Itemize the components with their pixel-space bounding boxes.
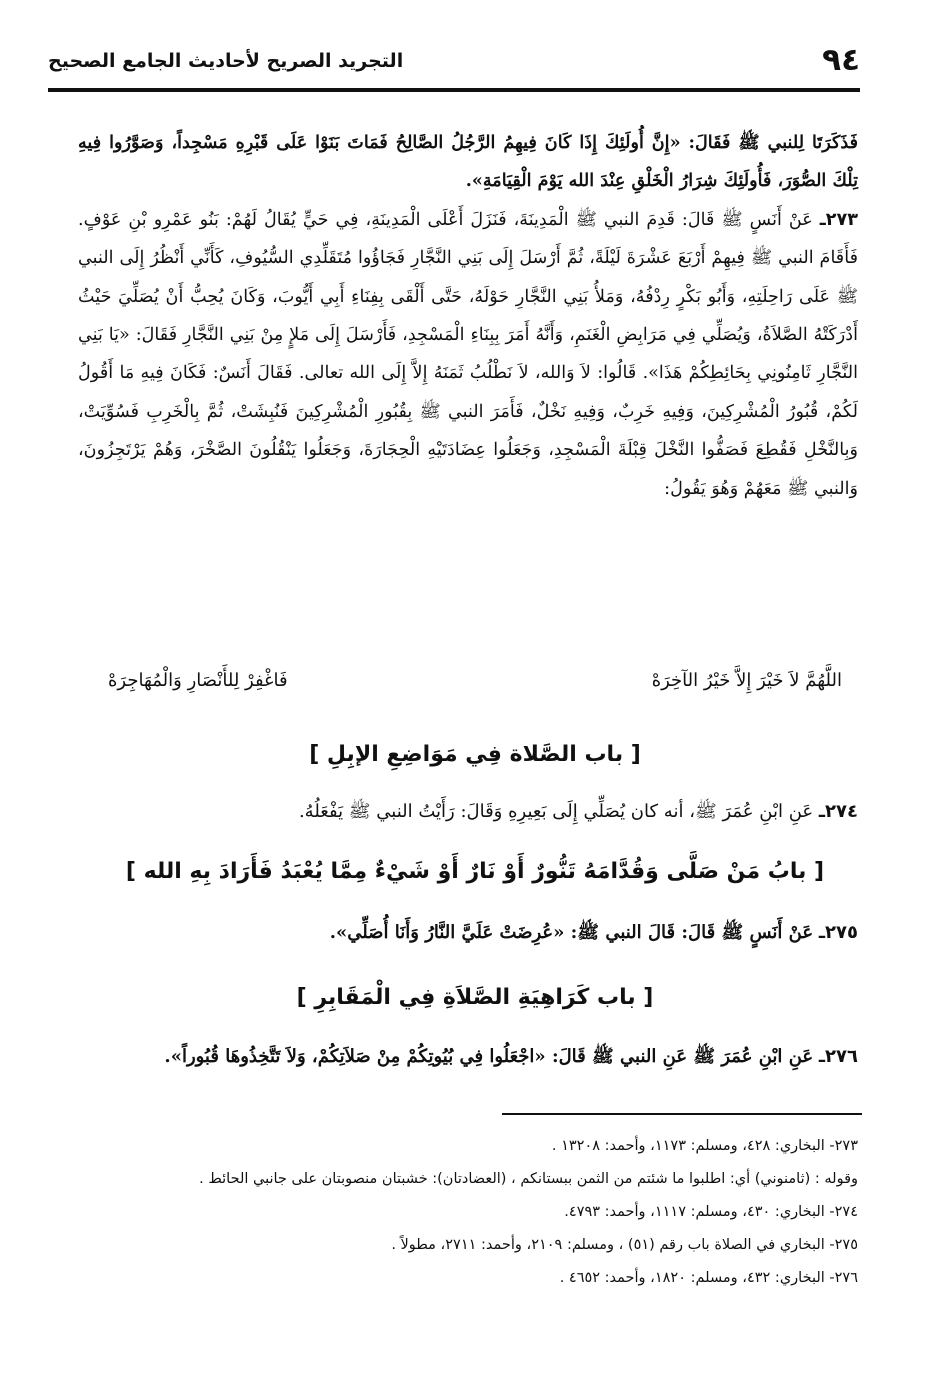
hadith-text: عَنْ أَنَسٍ ﷺ قَالَ: قَالَ النبي ﷺ: «عُرِضَتْ عَلَيَّ النَّارُ وَأَنَا أُصَلِّي». — [329, 922, 814, 943]
poem-verse — [108, 670, 842, 710]
page-header — [48, 40, 860, 86]
chapter-heading: [ بابُ مَنْ صَلَّى وَقُدَّامَهُ تَنُّورٌ أَوْ نَارٌ أَوْ شَيْءٌ مِمَّا يُعْبَدُ فَأَرَادَ بِهِ الله ] — [125, 859, 825, 884]
page-number: ٩٤ — [822, 42, 860, 78]
continuation-text — [78, 124, 858, 201]
chapter-heading: [ باب الصَّلاة فِي مَوَاضِعِ الإبِلِ ] — [309, 742, 641, 767]
footnote: ٢٧٦- البخاري: ٤٣٢، ومسلم: ١٨٢٠، وأحمد: ٤٦٥٢ . — [559, 1270, 858, 1286]
hadith-276 — [80, 1045, 858, 1071]
header-rule — [48, 88, 860, 92]
continuation-line-1: فَذَكَرَتَا لِلنبي ﷺ فَقَالَ: «إِنَّ أُولَئِكَ إِذَا كَانَ فِيهِمُ الرَّجُلُ الصَّالِحُ فَمَاتَ بَنَوْا عَلَى قَبْرِهِ مَسْجِداً، — [171, 132, 858, 153]
main-text — [78, 124, 858, 508]
running-title: التجريد الصريح لأحاديث الجامع الصحيح — [48, 50, 404, 72]
hadith-text: عَنْ أَنَسٍ ﷺ قَالَ: قَدِمَ النبي ﷺ الْمَدِينَةَ، فَنَزَلَ أَعْلَى الْمَدِينَةِ، فِي حَيٍّ يُقَالُ لَهُمْ: بَنُو عَمْرِو بْنِ عَوْفٍ. فَأَقَامَ النبي ﷺ فِيهِمْ أَرْبَعَ عَشْرَةَ لَيْلَةً، ثُمَّ أَرْسَلَ إِلَى بَنِي النَّجَّارِ فَجَاؤُوا مُتَقَلِّدِي السُّيُوفِ، كَأَنِّي أَنْظُرُ إِلَى النبي ﷺ عَلَى رَاحِلَتِهِ، وَأَبُو بَكْرٍ رِدْفُهُ، وَمَلأُ بَنِي النَّجَّارِ حَوْلَهُ، حَتَّى أَلْقَى بِفِنَاءِ أَبِي أَيُّوبَ، وَكَانَ يُحِبُّ أَنْ يُصَلِّيَ حَيْثُ أَدْرَكَتْهُ الصَّلاَةُ، وَيُصَلِّي فِي مَرَابِضِ الْغَنَمِ، وَأَنَّهُ أَمَرَ بِبِنَاءِ الْمَسْجِدِ، فَأَرْسَلَ إِلَى مَلإٍ مِنْ بَنِي النَّجَّارِ فَقَالَ: «يَا بَنِي النَّجَّارِ ثَامِنُونِي بِحَائِطِكُمْ هَذَا». قَالُوا: لاَ وَالله، لاَ نَطْلُبُ ثَمَنَهُ إِلاَّ إِلَى الله تعالى. فَقَالَ أَنَسٌ: فَكَانَ فِيهِ مَا أَقُولُ لَكُمْ، قُبُورُ الْمُشْرِكِينَ، وَفِيهِ خَرِبٌ، وَفِيهِ نَخْلٌ، فَأَمَرَ النبي ﷺ بِقُبُورِ الْمُشْرِكِينَ فَنُبِشَتْ، ثُمَّ بِالْخَرِبِ فَسُوِّيَتْ، وَبِالنَّخْلِ فَقُطِعَ فَصَفُّوا النَّخْلَ قِبْلَةَ الْمَسْجِدِ، وَجَعَلُوا عِضَادَتَيْهِ الْحِجَارَةَ، وَجَعَلُوا يَنْقُلُونَ الصَّخْرَ، وَهُمْ يَرْتَجِزُونَ، وَالنبي ﷺ مَعَهُمْ وَهُوَ يَقُولُ: — [78, 209, 858, 499]
continuation-line-2: وَصَوَّرُوا فِيهِ تِلْكَ الصُّوَرَ، فَأُولَئِكَ شِرَارُ الْخَلْقِ عِنْدَ الله يَوْمَ الْقِيَامَةِ». — [78, 132, 858, 192]
footnote-rule — [502, 1113, 862, 1115]
hadith-number: ٢٧٣ـ — [819, 209, 859, 230]
hadith-274 — [80, 800, 858, 826]
hadith-number: ٢٧٤ـ — [818, 801, 858, 822]
hadith-275 — [80, 921, 858, 947]
chapter-heading: [ باب كَرَاهِيَةِ الصَّلاَةِ فِي الْمَقَابِرِ ] — [296, 985, 654, 1010]
footnote: ٢٧٥- البخاري في الصلاة باب رقم (٥١) ، ومسلم: ٢١٠٩، وأحمد: ٢٧١١، مطولاً . — [391, 1237, 858, 1253]
footnotes — [70, 1130, 858, 1295]
hadith-number: ٢٧٥ـ — [818, 922, 858, 943]
poem-hemistich-left: فَاغْفِرْ لِلأَنْصَارِ وَالْمُهَاجِرَهْ — [108, 670, 288, 691]
hadith-text: عَنِ ابْنِ عُمَرَ ﷺ عَنِ النبي ﷺ قَالَ: «اجْعَلُوا فِي بُيُوتِكُمْ مِنْ صَلاَتِكُمْ، وَلاَ تَتَّخِذُوهَا قُبُوراً». — [164, 1046, 814, 1067]
poem-hemistich-right: اللَّهُمَّ لاَ خَيْرَ إِلاَّ خَيْرُ الآخِرَهْ — [651, 670, 842, 691]
footnote: ٢٧٤- البخاري: ٤٣٠، ومسلم: ١١١٧، وأحمد: ٤٧٩٣. — [564, 1204, 858, 1220]
footnote: وقوله : (ثامنوني) أي: اطلبوا ما شئتم من الثمن ببستانكم ، (العضادتان): خشبتان منصوبتان على جانبي الحائط . — [199, 1171, 858, 1187]
hadith-text: عَنِ ابْنِ عُمَرَ ﷺ، أنه كان يُصَلِّي إِلَى بَعِيرِهِ وَقَالَ: رَأَيْتُ النبي ﷺ يَفْعَلُهُ. — [298, 801, 814, 822]
hadith-number: ٢٧٦ـ — [818, 1046, 858, 1067]
hadith-273 — [78, 201, 858, 508]
footnote: ٢٧٣- البخاري: ٤٢٨، ومسلم: ١١٧٣، وأحمد: ١٣٢٠٨ . — [551, 1138, 858, 1154]
